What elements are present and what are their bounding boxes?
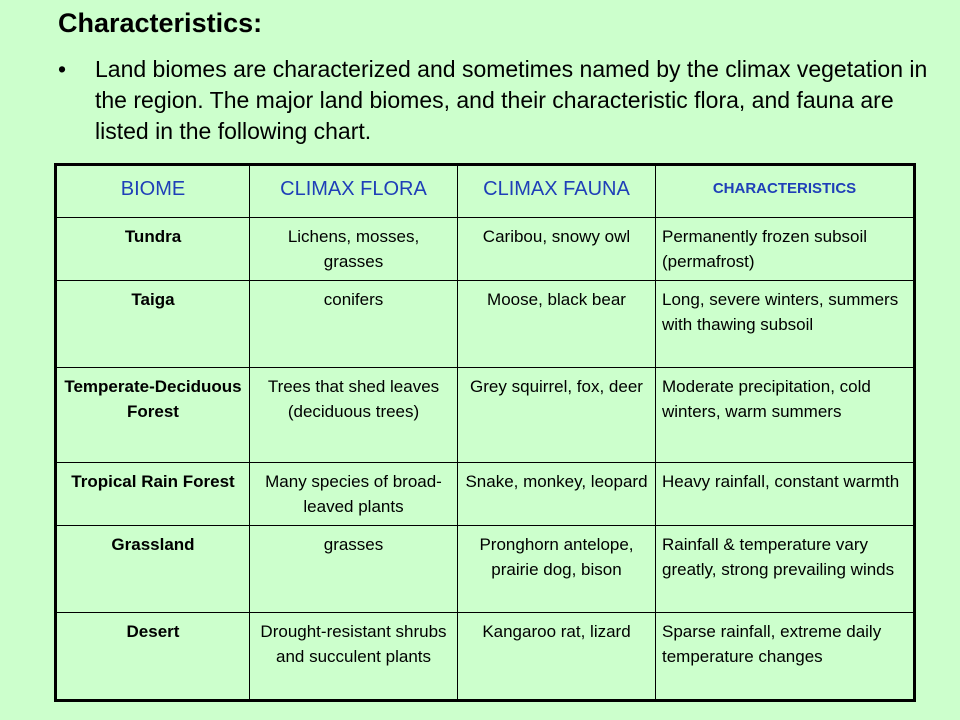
- intro-text: Land biomes are characterized and sometimes named by the climax vegetation in the region. The major land biomes, and their characteristic flora, and fauna are listed in the following chart.: [95, 56, 928, 144]
- bullet-dot: •: [58, 56, 67, 82]
- table-row: [56, 463, 915, 526]
- characteristics-cell: Moderate precipitation, cold winters, warm summers: [656, 368, 915, 463]
- characteristics-cell: Permanently frozen subsoil (permafrost): [656, 218, 915, 281]
- biome-table: [54, 163, 916, 702]
- flora-cell: conifers: [250, 281, 458, 368]
- fauna-cell: Snake, monkey, leopard: [458, 463, 656, 526]
- table-row: [56, 526, 915, 613]
- flora-cell: Drought-resistant shrubs and succulent plants: [250, 613, 458, 701]
- header-biome: BIOME: [56, 165, 250, 218]
- biome-name-cell: Temperate-Deciduous Forest: [56, 368, 250, 463]
- table-header-row: [56, 165, 915, 218]
- fauna-cell: Caribou, snowy owl: [458, 218, 656, 281]
- fauna-cell: Moose, black bear: [458, 281, 656, 368]
- intro-bullet: [58, 54, 938, 147]
- flora-cell: Many species of broad-leaved plants: [250, 463, 458, 526]
- flora-cell: Lichens, mosses, grasses: [250, 218, 458, 281]
- slide-title: Characteristics:: [58, 8, 263, 38]
- biome-name-cell: Tundra: [56, 218, 250, 281]
- biome-name-cell: Grassland: [56, 526, 250, 613]
- characteristics-cell: Sparse rainfall, extreme daily temperature changes: [656, 613, 915, 701]
- biome-name-cell: Taiga: [56, 281, 250, 368]
- header-characteristics: CHARACTERISTICS: [656, 165, 915, 218]
- header-climax-fauna: CLIMAX FAUNA: [458, 165, 656, 218]
- table-row: [56, 613, 915, 701]
- biome-name-cell: Desert: [56, 613, 250, 701]
- table-row: [56, 218, 915, 281]
- table-row: [56, 368, 915, 463]
- header-climax-flora: CLIMAX FLORA: [250, 165, 458, 218]
- flora-cell: grasses: [250, 526, 458, 613]
- table-row: [56, 281, 915, 368]
- fauna-cell: Kangaroo rat, lizard: [458, 613, 656, 701]
- biome-name-cell: Tropical Rain Forest: [56, 463, 250, 526]
- characteristics-cell: Heavy rainfall, constant warmth: [656, 463, 915, 526]
- flora-cell: Trees that shed leaves (deciduous trees): [250, 368, 458, 463]
- fauna-cell: Grey squirrel, fox, deer: [458, 368, 656, 463]
- characteristics-cell: Rainfall & temperature vary greatly, strong prevailing winds: [656, 526, 915, 613]
- characteristics-cell: Long, severe winters, summers with thawing subsoil: [656, 281, 915, 368]
- fauna-cell: Pronghorn antelope, prairie dog, bison: [458, 526, 656, 613]
